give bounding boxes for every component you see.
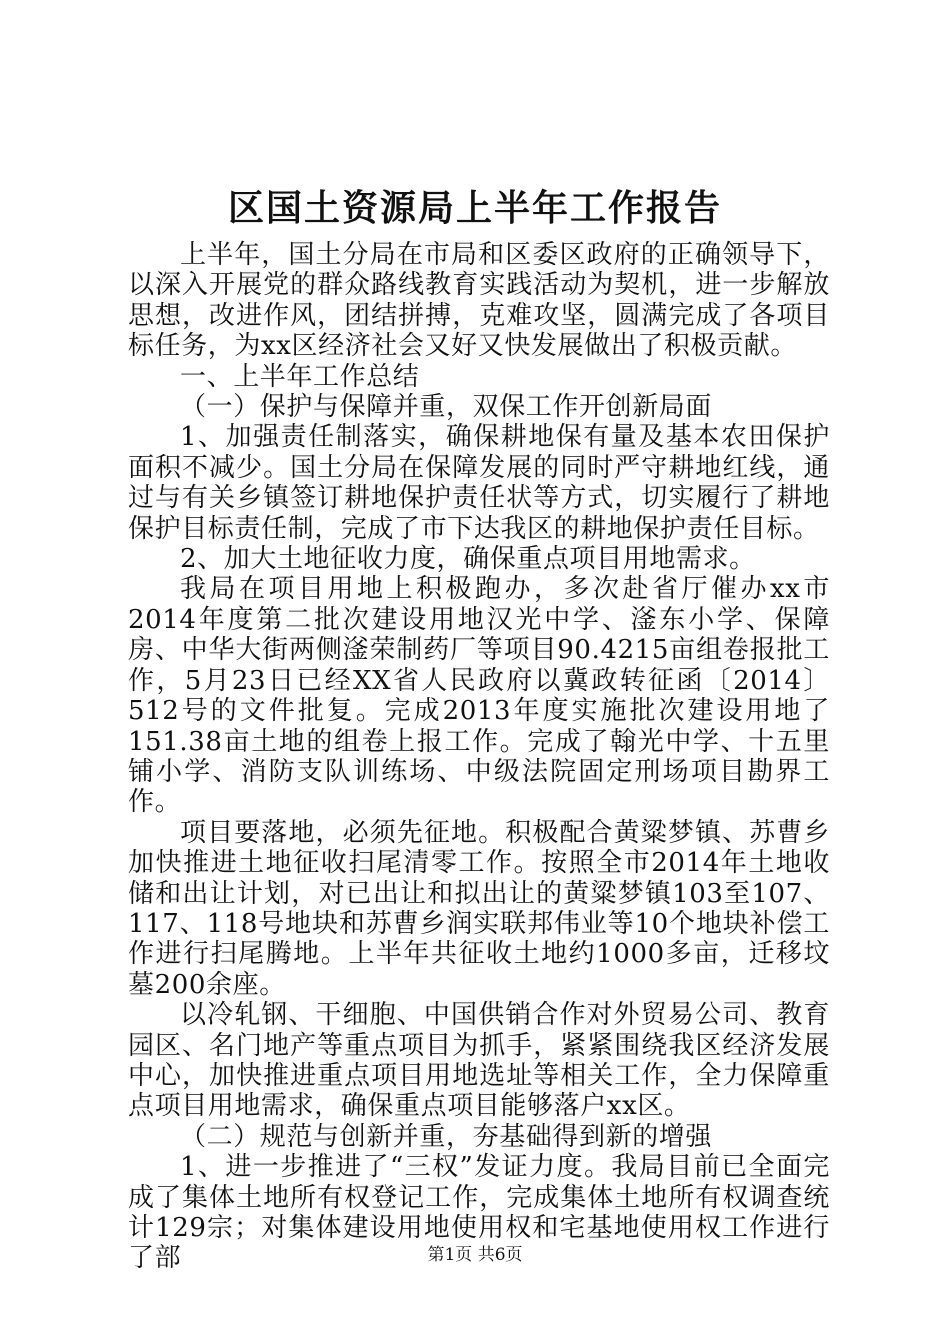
subsection-heading: （二）规范与创新并重，夯基础得到新的增强 bbox=[180, 1121, 713, 1152]
paragraph: 2、加大土地征收力度，确保重点项目用地需求。 bbox=[180, 544, 756, 575]
document-body bbox=[128, 240, 830, 1274]
paragraph: 1、进一步推进了“三权”发证力度。我局目前已全面完成了集体土地所有权登记工作，完成集体土地所有权调查统计129宗；对集体建设用地使用权和宅基地使用权工作进行了部 bbox=[128, 1152, 830, 1274]
paragraph: 我局在项目用地上积极跑办，多次赴省厅催办xx市2014年度第二批次建设用地汉光中学、滏东小学、保障房、中华大街两侧滏荣制药厂等项目90.4215亩组卷报批工作，5月23日已经XX省人民政府以冀政转征函〔2014〕512号的文件批复。完成2013年度实施批次建设用地了151.38亩土地的组卷上报工作。完成了翰光中学、十五里铺小学、消防支队训练场、中级法院固定刑场项目勘界工作。 bbox=[128, 574, 830, 818]
paragraph: 1、加强责任制落实，确保耕地保有量及基本农田保护面积不减少。国土分局在保障发展的同时严守耕地红线，通过与有关乡镇签订耕地保护责任状等方式，切实履行了耕地保护目标责任制，完成了市下达我区的耕地保护责任目标。 bbox=[128, 422, 830, 544]
document-title: 区国土资源局上半年工作报告 bbox=[227, 187, 722, 229]
section-heading: 一、上半年工作总结 bbox=[180, 361, 420, 392]
subsection-heading: （一）保护与保障并重，双保工作开创新局面 bbox=[180, 392, 713, 423]
paragraph: 项目要落地，必须先征地。积极配合黄粱梦镇、苏曹乡加快推进土地征收扫尾清零工作。按照全市2014年土地收储和出让计划，对已出让和拟出让的黄粱梦镇103至107、117、118号地块和苏曹乡润实联邦伟业等10个地块补偿工作进行扫尾腾地。上半年共征收土地约1000多亩，迁移坟墓200余座。 bbox=[128, 817, 830, 1000]
paragraph: 上半年，国土分局在市局和区委区政府的正确领导下，以深入开展党的群众路线教育实践活动为契机，进一步解放思想，改进作风，团结拼搏，克难攻坚，圆满完成了各项目标任务，为xx区经济社会又好又快发展做出了积极贡献。 bbox=[128, 240, 830, 362]
page-footer: 第1页 共6页 bbox=[427, 1245, 523, 1265]
paragraph: 以冷轧钢、干细胞、中国供销合作对外贸易公司、教育园区、名门地产等重点项目为抓手，紧紧围绕我区经济发展中心，加快推进重点项目用地选址等相关工作，全力保障重点项目用地需求，确保重点项目能够落户xx区。 bbox=[128, 1000, 830, 1122]
